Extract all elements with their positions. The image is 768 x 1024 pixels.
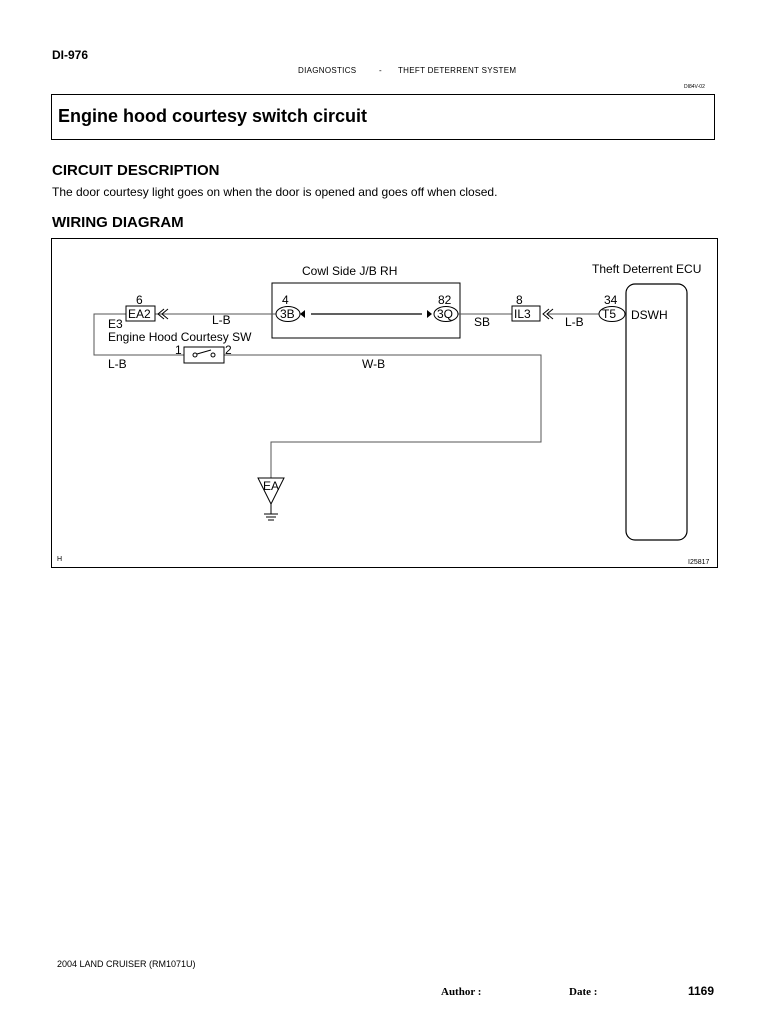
connector-3b-arrow xyxy=(300,310,305,318)
jb-label: Cowl Side J/B RH xyxy=(302,264,398,278)
t5-pin: 34 xyxy=(604,293,618,307)
jb-left-pin: 4 xyxy=(282,293,289,307)
wire-label-wb: W-B xyxy=(362,357,386,371)
switch-contact-1 xyxy=(193,353,197,357)
il3-name: IL3 xyxy=(514,307,531,321)
wire-label-lb-2: L-B xyxy=(565,315,584,329)
switch-label: Engine Hood Courtesy SW xyxy=(108,330,252,344)
footer-author: Author : xyxy=(441,986,482,998)
figure-id: I25817 xyxy=(688,559,710,566)
diagram-corner-letter: H xyxy=(57,556,63,563)
page-title: Engine hood courtesy switch circuit xyxy=(58,106,368,126)
footer-page-number: 1169 xyxy=(688,984,715,998)
ea2-name: EA2 xyxy=(128,307,151,321)
ecu-box xyxy=(626,284,687,540)
circuit-description-text: The door courtesy light goes on when the door is opened and goes off when closed. xyxy=(52,185,498,199)
switch-connector-label: E3 xyxy=(108,317,123,331)
switch-pin-2: 2 xyxy=(225,343,232,357)
circuit-description-heading: CIRCUIT DESCRIPTION xyxy=(52,162,220,179)
jb-right-name: 3Q xyxy=(437,307,454,321)
jb-right-pin: 82 xyxy=(438,293,452,307)
jb-left-name: 3B xyxy=(280,307,295,321)
footer-model: 2004 LAND CRUISER (RM1071U) xyxy=(57,959,196,969)
section-left: DIAGNOSTICS xyxy=(298,66,357,75)
il3-pin: 8 xyxy=(516,293,523,307)
footer-date: Date : xyxy=(569,986,598,998)
doc-code: DI84V-02 xyxy=(684,84,705,90)
wiring-diagram-heading: WIRING DIAGRAM xyxy=(52,214,184,231)
ea2-pin: 6 xyxy=(136,293,143,307)
wire-label-lb-3: L-B xyxy=(108,357,127,371)
hood-switch xyxy=(184,347,224,363)
ecu-label: Theft Deterrent ECU xyxy=(592,262,702,276)
connector-3q-arrow xyxy=(427,310,432,318)
wire-label-lb-1: L-B xyxy=(212,313,231,327)
section-right: THEFT DETERRENT SYSTEM xyxy=(398,66,517,75)
section-separator: - xyxy=(379,66,382,75)
switch-pin-1: 1 xyxy=(175,343,182,357)
junction-block-box xyxy=(272,283,460,338)
t5-name: T5 xyxy=(602,307,617,321)
wire-label-sb: SB xyxy=(474,315,491,329)
ground-label: EA xyxy=(263,479,280,493)
page-id: DI-976 xyxy=(52,48,89,62)
switch-contact-2 xyxy=(211,353,215,357)
ecu-terminal-label: DSWH xyxy=(631,308,668,322)
